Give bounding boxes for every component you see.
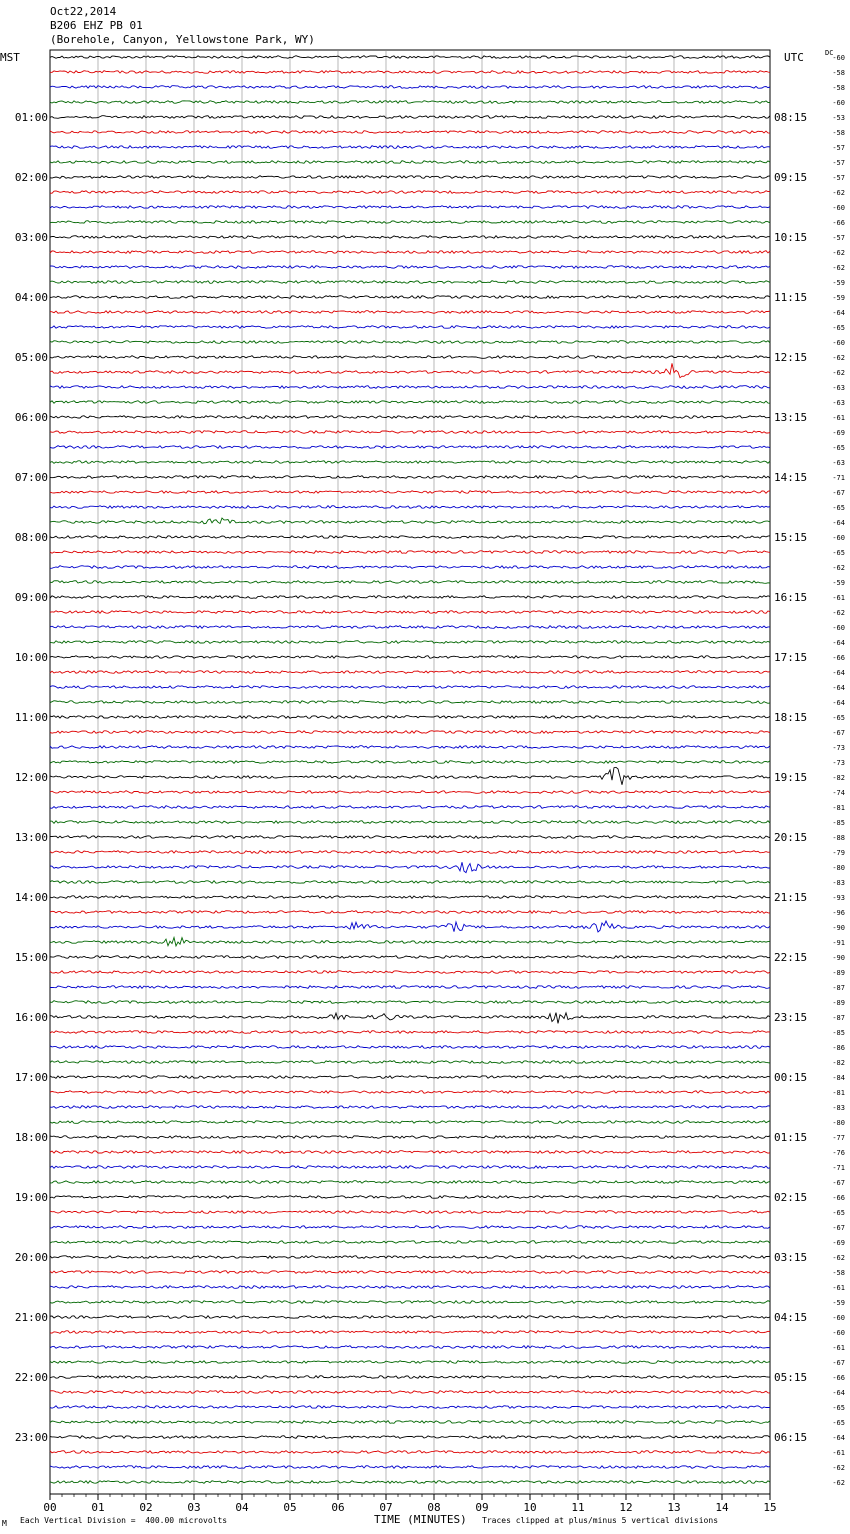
seismic-trace — [50, 311, 770, 314]
dc-offset-label: -59 — [832, 1299, 845, 1307]
x-tick-label: 02 — [139, 1501, 153, 1514]
dc-header-label: DC — [825, 49, 834, 57]
seismic-trace — [50, 791, 770, 794]
seismic-trace — [50, 1286, 770, 1289]
dc-offset-label: -80 — [832, 864, 845, 872]
seismic-trace — [50, 116, 770, 119]
utc-hour-label: 09:15 — [774, 171, 808, 184]
utc-hour-label: 14:15 — [774, 471, 808, 484]
x-tick-label: 08 — [427, 1501, 441, 1514]
dc-offset-label: -60 — [832, 54, 845, 62]
seismic-trace — [50, 836, 770, 839]
x-tick-label: 09 — [475, 1501, 489, 1514]
dc-offset-label: -64 — [832, 1434, 845, 1442]
dc-offset-label: -65 — [832, 324, 845, 332]
mst-hour-label: 06:00 — [14, 411, 48, 424]
seismic-trace — [50, 191, 770, 194]
seismic-trace — [50, 986, 770, 989]
mst-hour-label: 17:00 — [14, 1071, 48, 1084]
dc-offset-label: -60 — [832, 624, 845, 632]
mst-hour-label: 10:00 — [14, 651, 48, 664]
seismic-trace — [50, 1136, 770, 1139]
mst-hour-label: 14:00 — [14, 891, 48, 904]
x-tick-label: 05 — [283, 1501, 297, 1514]
dc-offset-label: -62 — [832, 264, 845, 272]
dc-offset-label: -65 — [832, 1209, 845, 1217]
seismic-trace — [50, 416, 770, 419]
seismic-trace — [50, 1421, 770, 1424]
seismic-trace — [50, 1376, 770, 1379]
dc-offset-label: -90 — [832, 924, 845, 932]
seismic-trace — [50, 356, 770, 359]
mst-hour-label: 21:00 — [14, 1311, 48, 1324]
dc-offset-label: -62 — [832, 564, 845, 572]
dc-offset-label: -93 — [832, 894, 845, 902]
mst-hour-label: 02:00 — [14, 171, 48, 184]
seismic-trace — [50, 971, 770, 974]
mst-hour-label: 22:00 — [14, 1371, 48, 1384]
utc-hour-label: 00:15 — [774, 1071, 808, 1084]
dc-offset-label: -65 — [832, 1419, 845, 1427]
dc-offset-label: -83 — [832, 879, 845, 887]
seismic-trace — [50, 476, 770, 479]
dc-offset-label: -53 — [832, 114, 845, 122]
vertical-scale-note: Each Vertical Division = 400.00 microvolts — [20, 1516, 228, 1525]
seismic-trace — [50, 671, 770, 674]
seismic-trace — [50, 956, 770, 959]
dc-offset-label: -84 — [832, 1074, 845, 1082]
seismic-trace — [50, 851, 770, 854]
dc-offset-label: -63 — [832, 399, 845, 407]
dc-offset-label: -59 — [832, 294, 845, 302]
seismic-trace — [50, 656, 770, 659]
utc-hour-label: 13:15 — [774, 411, 808, 424]
dc-offset-label: -61 — [832, 414, 845, 422]
dc-offset-label: -62 — [832, 1479, 845, 1487]
seismic-trace — [50, 401, 770, 404]
dc-offset-label: -67 — [832, 1224, 845, 1232]
dc-offset-label: -79 — [832, 849, 845, 857]
seismic-trace — [50, 821, 770, 824]
seismic-trace — [50, 1046, 770, 1049]
seismic-trace — [50, 911, 770, 914]
logo-mark: M — [2, 1519, 7, 1528]
dc-offset-label: -61 — [832, 1449, 845, 1457]
utc-hour-label: 08:15 — [774, 111, 808, 124]
seismic-trace — [50, 1436, 770, 1439]
x-tick-label: 04 — [235, 1501, 249, 1514]
mst-hour-label: 16:00 — [14, 1011, 48, 1024]
dc-offset-label: -81 — [832, 804, 845, 812]
x-tick-label: 15 — [763, 1501, 777, 1514]
seismic-trace — [50, 131, 770, 134]
mst-hour-label: 11:00 — [14, 711, 48, 724]
dc-offset-label: -65 — [832, 1404, 845, 1412]
seismic-trace — [50, 862, 770, 872]
left-timezone-label: MST — [0, 51, 20, 64]
mst-hour-label: 23:00 — [14, 1431, 48, 1444]
mst-hour-label: 07:00 — [14, 471, 48, 484]
dc-offset-label: -63 — [832, 459, 845, 467]
dc-offset-label: -77 — [832, 1134, 845, 1142]
dc-offset-label: -89 — [832, 969, 845, 977]
seismic-trace — [50, 491, 770, 494]
dc-offset-label: -62 — [832, 1254, 845, 1262]
seismic-trace — [50, 938, 770, 946]
seismic-trace — [50, 1196, 770, 1199]
seismic-trace — [50, 551, 770, 554]
dc-offset-label: -71 — [832, 1164, 845, 1172]
seismic-trace — [50, 1331, 770, 1334]
dc-offset-label: -62 — [832, 354, 845, 362]
dc-offset-label: -61 — [832, 1344, 845, 1352]
mst-hour-label: 12:00 — [14, 771, 48, 784]
dc-offset-label: -60 — [832, 99, 845, 107]
dc-offset-label: -66 — [832, 219, 845, 227]
x-tick-label: 03 — [187, 1501, 201, 1514]
mst-hour-label: 15:00 — [14, 951, 48, 964]
seismic-trace — [50, 431, 770, 434]
dc-offset-label: -61 — [832, 594, 845, 602]
x-tick-label: 01 — [91, 1501, 105, 1514]
x-tick-label: 11 — [571, 1501, 585, 1514]
dc-offset-label: -73 — [832, 744, 845, 752]
dc-offset-label: -64 — [832, 699, 845, 707]
dc-offset-label: -62 — [832, 1464, 845, 1472]
x-tick-label: 06 — [331, 1501, 345, 1514]
dc-offset-label: -62 — [832, 249, 845, 257]
seismic-trace — [50, 536, 770, 539]
seismic-trace — [50, 446, 770, 449]
dc-offset-label: -90 — [832, 954, 845, 962]
dc-offset-label: -83 — [832, 1104, 845, 1112]
seismic-trace — [50, 1061, 770, 1064]
utc-hour-label: 22:15 — [774, 951, 808, 964]
seismic-trace — [50, 146, 770, 149]
utc-hour-label: 11:15 — [774, 291, 808, 304]
seismic-trace — [50, 686, 770, 689]
record-date: Oct22,2014 — [50, 5, 117, 18]
dc-offset-label: -58 — [832, 84, 845, 92]
dc-offset-label: -57 — [832, 234, 845, 242]
seismic-trace — [50, 1391, 770, 1394]
seismic-trace — [50, 1451, 770, 1454]
dc-offset-label: -63 — [832, 384, 845, 392]
dc-offset-label: -64 — [832, 1389, 845, 1397]
seismic-trace — [50, 161, 770, 164]
dc-offset-label: -69 — [832, 1239, 845, 1247]
mst-hour-label: 03:00 — [14, 231, 48, 244]
dc-offset-label: -66 — [832, 654, 845, 662]
x-tick-label: 10 — [523, 1501, 537, 1514]
dc-offset-label: -96 — [832, 909, 845, 917]
utc-hour-label: 19:15 — [774, 771, 808, 784]
seismic-trace — [50, 1076, 770, 1079]
seismic-trace — [50, 1211, 770, 1214]
x-tick-label: 13 — [667, 1501, 681, 1514]
dc-offset-label: -67 — [832, 1359, 845, 1367]
dc-offset-label: -64 — [832, 639, 845, 647]
seismic-trace — [50, 326, 770, 329]
dc-offset-label: -82 — [832, 1059, 845, 1067]
seismic-trace — [50, 581, 770, 584]
seismic-trace — [50, 461, 770, 464]
utc-hour-label: 17:15 — [774, 651, 808, 664]
mst-hour-label: 08:00 — [14, 531, 48, 544]
dc-offset-label: -60 — [832, 339, 845, 347]
seismic-trace — [50, 281, 770, 284]
seismic-trace — [50, 566, 770, 569]
dc-offset-label: -65 — [832, 444, 845, 452]
seismic-trace — [50, 386, 770, 389]
seismic-trace — [50, 1001, 770, 1004]
dc-offset-label: -67 — [832, 489, 845, 497]
seismic-trace — [50, 56, 770, 59]
station-code: B206 EHZ PB 01 — [50, 19, 143, 32]
utc-hour-label: 04:15 — [774, 1311, 808, 1324]
seismic-trace — [50, 921, 770, 932]
seismic-trace — [50, 518, 770, 524]
seismic-trace — [50, 1346, 770, 1349]
utc-hour-label: 18:15 — [774, 711, 808, 724]
mst-hour-label: 19:00 — [14, 1191, 48, 1204]
seismic-trace — [50, 761, 770, 764]
seismic-trace — [50, 506, 770, 509]
dc-offset-label: -58 — [832, 1269, 845, 1277]
x-axis-label: TIME (MINUTES) — [374, 1513, 467, 1526]
seismic-trace — [50, 1106, 770, 1109]
seismic-trace — [50, 71, 770, 74]
dc-offset-label: -74 — [832, 789, 845, 797]
dc-offset-label: -65 — [832, 504, 845, 512]
clipping-note: Traces clipped at plus/minus 5 vertical divisions — [482, 1516, 719, 1525]
x-tick-label: 07 — [379, 1501, 393, 1514]
mst-hour-label: 18:00 — [14, 1131, 48, 1144]
dc-offset-label: -67 — [832, 1179, 845, 1187]
seismic-trace — [50, 1271, 770, 1274]
seismic-trace — [50, 1121, 770, 1124]
seismic-trace — [50, 266, 770, 269]
dc-offset-label: -73 — [832, 759, 845, 767]
seismic-trace — [50, 236, 770, 239]
utc-hour-label: 23:15 — [774, 1011, 808, 1024]
dc-offset-label: -64 — [832, 519, 845, 527]
seismic-trace — [50, 701, 770, 704]
seismic-trace — [50, 1151, 770, 1154]
seismic-trace — [50, 1031, 770, 1034]
seismic-trace — [50, 341, 770, 344]
dc-offset-label: -67 — [832, 729, 845, 737]
seismic-trace — [50, 626, 770, 629]
mst-hour-label: 05:00 — [14, 351, 48, 364]
dc-offset-label: -88 — [832, 834, 845, 842]
dc-offset-label: -66 — [832, 1374, 845, 1382]
seismic-trace — [50, 101, 770, 104]
dc-offset-label: -82 — [832, 774, 845, 782]
seismic-trace — [50, 641, 770, 644]
seismic-trace — [50, 1166, 770, 1169]
dc-offset-label: -60 — [832, 204, 845, 212]
seismic-trace — [50, 221, 770, 224]
dc-offset-label: -81 — [832, 1089, 845, 1097]
utc-hour-label: 15:15 — [774, 531, 808, 544]
dc-offset-label: -57 — [832, 159, 845, 167]
seismic-trace — [50, 1241, 770, 1244]
seismic-trace — [50, 86, 770, 89]
dc-offset-label: -59 — [832, 579, 845, 587]
seismic-trace — [50, 596, 770, 599]
seismic-trace — [50, 296, 770, 299]
dc-offset-label: -59 — [832, 279, 845, 287]
seismic-trace — [50, 731, 770, 734]
seismic-trace — [50, 206, 770, 209]
dc-offset-label: -66 — [832, 1194, 845, 1202]
dc-offset-label: -87 — [832, 1014, 845, 1022]
seismic-trace — [50, 251, 770, 254]
dc-offset-label: -65 — [832, 549, 845, 557]
seismic-trace — [50, 1481, 770, 1484]
utc-hour-label: 02:15 — [774, 1191, 808, 1204]
dc-offset-label: -64 — [832, 309, 845, 317]
dc-offset-label: -80 — [832, 1119, 845, 1127]
dc-offset-label: -71 — [832, 474, 845, 482]
dc-offset-label: -58 — [832, 129, 845, 137]
mst-hour-label: 13:00 — [14, 831, 48, 844]
utc-hour-label: 03:15 — [774, 1251, 808, 1264]
dc-offset-label: -57 — [832, 144, 845, 152]
mst-hour-label: 09:00 — [14, 591, 48, 604]
seismic-trace — [50, 1256, 770, 1259]
seismic-trace — [50, 746, 770, 749]
utc-hour-label: 01:15 — [774, 1131, 808, 1144]
seismic-trace — [50, 611, 770, 614]
dc-offset-label: -60 — [832, 1314, 845, 1322]
mst-hour-label: 01:00 — [14, 111, 48, 124]
x-tick-label: 00 — [43, 1501, 57, 1514]
seismic-trace — [50, 896, 770, 899]
dc-offset-label: -65 — [832, 714, 845, 722]
dc-offset-label: -57 — [832, 174, 845, 182]
utc-hour-label: 20:15 — [774, 831, 808, 844]
utc-hour-label: 05:15 — [774, 1371, 808, 1384]
seismic-trace — [50, 1406, 770, 1409]
utc-hour-label: 10:15 — [774, 231, 808, 244]
seismic-trace — [50, 1466, 770, 1469]
seismic-trace — [50, 1226, 770, 1229]
seismic-trace — [50, 176, 770, 179]
dc-offset-label: -62 — [832, 609, 845, 617]
dc-offset-label: -69 — [832, 429, 845, 437]
dc-offset-label: -86 — [832, 1044, 845, 1052]
dc-offset-label: -85 — [832, 819, 845, 827]
dc-offset-label: -60 — [832, 534, 845, 542]
utc-hour-label: 16:15 — [774, 591, 808, 604]
dc-offset-label: -64 — [832, 669, 845, 677]
dc-offset-label: -91 — [832, 939, 845, 947]
dc-offset-label: -87 — [832, 984, 845, 992]
dc-offset-label: -60 — [832, 1329, 845, 1337]
seismic-trace — [50, 1316, 770, 1319]
utc-hour-label: 21:15 — [774, 891, 808, 904]
dc-offset-label: -76 — [832, 1149, 845, 1157]
seismic-trace — [50, 1361, 770, 1364]
dc-offset-label: -62 — [832, 189, 845, 197]
mst-hour-label: 20:00 — [14, 1251, 48, 1264]
station-location: (Borehole, Canyon, Yellowstone Park, WY) — [50, 33, 315, 46]
seismic-trace — [50, 363, 770, 377]
dc-offset-label: -89 — [832, 999, 845, 1007]
seismic-trace — [50, 1091, 770, 1094]
dc-offset-label: -61 — [832, 1284, 845, 1292]
seismic-trace — [50, 806, 770, 809]
seismic-trace — [50, 1013, 770, 1024]
x-tick-label: 14 — [715, 1501, 729, 1514]
seismic-trace — [50, 767, 770, 785]
seismic-trace — [50, 1181, 770, 1184]
utc-hour-label: 12:15 — [774, 351, 808, 364]
seismic-trace — [50, 881, 770, 884]
utc-hour-label: 06:15 — [774, 1431, 808, 1444]
seismic-trace — [50, 716, 770, 719]
seismic-trace — [50, 1301, 770, 1304]
right-timezone-label: UTC — [784, 51, 804, 64]
dc-offset-label: -64 — [832, 684, 845, 692]
dc-offset-label: -62 — [832, 369, 845, 377]
mst-hour-label: 04:00 — [14, 291, 48, 304]
dc-offset-label: -85 — [832, 1029, 845, 1037]
dc-offset-label: -58 — [832, 69, 845, 77]
x-tick-label: 12 — [619, 1501, 633, 1514]
